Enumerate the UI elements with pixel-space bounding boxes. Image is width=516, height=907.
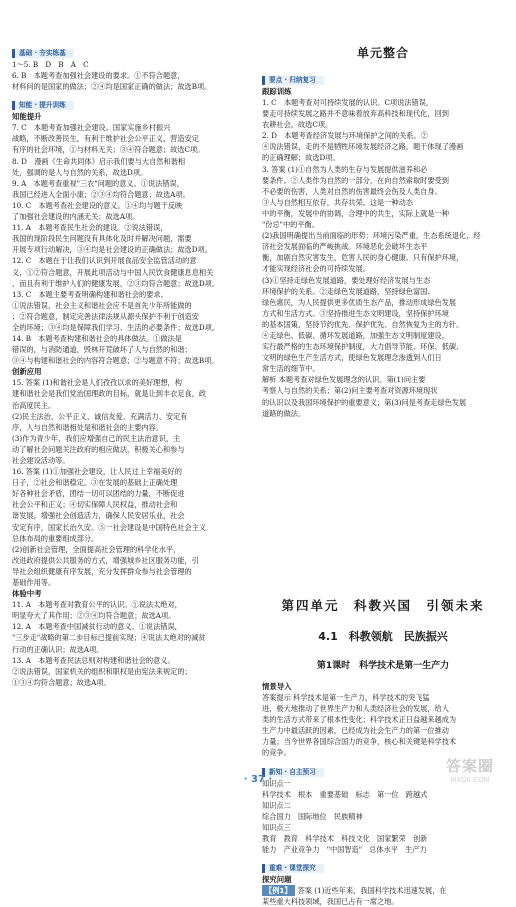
watermark-text: 答案圈 [445,757,494,775]
answer-line: 7. C 本题考查加强社会建设。国家实施乡村振兴 [12,123,171,133]
section-title: 4.1 科教领航 民族振兴 [318,630,448,643]
answer-line: "三步走"战略的第二步目标已提前实现；④说法太绝对的减贫 [12,633,206,643]
knowledge-label: 知识点一 [262,778,291,788]
answer-line: 14. B 本题考查构建和谐社会的具体做法。①做法是 [12,334,182,344]
subheading: 跟踪训练 [262,87,292,96]
example-line: 某些重大科技领域，我国已占有一席之地。 [262,897,399,907]
answer-line: 13. A 本题考查民法总则对构建和谐社会的意义。 [12,655,175,665]
answer-line: 改进政府提供公共服务的方式，增强城乡社区服务功能，引 [12,555,199,565]
intro-line: 类的生活方式带来了根本性变化；科学技术正日益越来越成为 [262,715,457,725]
answer-line: ④说法错误，走的不是牺牲环境发展经济之路，题干体现了漫画 [262,142,464,152]
knowledge-label: 知识点三 [262,822,291,832]
new-unit-section [262,596,504,907]
answer-line: 处，强调的是人与自然的关系，故选D项。 [12,167,148,177]
answer-line: 的认识以及我国环境保护的重要意义；第(3)问是考查走绿色发展 [262,397,467,407]
answer-line: 方式和生活方式。③坚持推进生态文明建设，坚持保护环境 [262,308,449,318]
answer-line: 总体布局的重要组成部分。 [12,533,99,543]
section-bar: 新知 · 自主预习 [262,768,324,777]
answer-line: 文明的绿色生产生活方式，使绿色发展理念渗透到人们日 [262,353,442,363]
answer-line: (2)创新社会管理，全面提高社会管理的科学化水平， [12,544,181,554]
answer-line: 社会公平和正义；④切实保障人民权益，推动社会和 [12,500,178,510]
answer-line: 开展专项行动解决，③④均是社会建设的正确做法；故选D项。 [12,245,212,255]
answer-line: 我国的现阶段民生问题没有具体化及时并解决问题，需要 [12,234,192,244]
answer-line: 12. C 本题在于让我们认识到开展食品安全监管活动的意 [12,256,197,266]
answer-line: 6. B 本题考查加强社会建设的要求。①不符合题意， [12,71,185,81]
answer-line: 基础作用等。 [12,578,56,588]
knowledge-terms: 能力 产业竞争力 "中国智造" 总体水平 生产力 [262,845,427,855]
answer-line: 12. A 本题考查中国减贫行动的意义。①说法错误， [12,622,182,632]
subheading: 情景导入 [262,682,292,691]
intro-line: 力量；当今世界各国综合国力的竞争，核心和关键是科学技术 [262,737,457,747]
answer-line: ①③④均符合题意；故选A项。 [12,677,111,687]
answer-line: ①说法错误，社会主义和谐社会应不是首先少年所能做的 [12,300,192,310]
unit-title: 第四单元 科教兴国 引领未来 [281,598,485,613]
answer-line: ，而且有利于维护人们的健康发展，②③均符合题意；故选D项。 [12,278,220,288]
answer-line: 中的平衡，发展中的协调，合理中的共生，实际上就是一种 [262,208,449,218]
left-column [12,40,254,688]
answer-line: ③人与自然相互依存，共存共荣。这是一种动态 [262,197,413,207]
answer-line: 才能实现经济社会的可持续发展。 [262,264,370,274]
answer-line: 解析 本题考查对绿色发展理念的认识。第(1)问主要 [262,375,426,385]
answer-line: ④走绿色、低碳、循环发展道路，加强生态文明制度建设， [262,330,449,340]
intro-line: 的竞争。 [262,748,291,758]
answer-line: 实行最严格的生态环境保护制度，大力倡导节能、环保、低碳、 [262,342,464,352]
answer-line: 明显夸大了其作用；②③④均符合题意；故选A项。 [12,611,176,621]
subheading: 知能提升 [12,112,42,122]
lesson-title: 第1课时 科学技术是第一生产力 [316,661,450,671]
section-bar: 重难 · 课堂探究 [262,864,324,873]
intro-line: 答案提示 科学技术是第一生产力，科学技术的突飞猛 [262,693,430,702]
example-tag: 【例1】 [262,885,295,896]
answer-line: 战略，不断改善民生，有利于维护社会公平正义，营造安定 [12,134,199,144]
answer-line: 要走可持续发展之路并不意味着放弃高科技和现代化，回到 [262,109,449,119]
knowledge-terms: 科学技术 根本 重要基础 标志 第一位 跨越式 [262,789,428,799]
answer-line: 的基本国策，坚持节约优先、保护优先、自然恢复为主的方针。 [262,319,464,329]
answer-line: ；②符合题意，制定完善法律法规从源头保护不利于创造安 [12,311,199,321]
answer-line: 13. C 本题主要考查明确构建和谐社会的要求。 [12,289,168,299]
answer-line: 的正确理解；故选D项。 [262,153,340,163]
watermark-url: MXQE.COM [450,776,490,784]
section-bar: 要点 · 归纳复习 [262,76,324,85]
answer-line: 谐发展，增强社会创造活力，确保人民安居乐业，社会 [12,511,185,521]
answer-line: 8. D 漫画《生命共同体》启示我们要与大自然和谐相 [12,156,186,166]
answer-line: 材料问的是国家的做法；②④均是国家正确的做法；故选B项。 [12,82,212,92]
answer-line: 义，①②符合题意，开展此项活动与中国人民饮食健康息息相关 [12,267,214,277]
answer-line: 不必要的伤害，人类对自然的伤害最终会伤及人类自身。 [262,186,442,196]
subheading: 探究问题 [262,875,292,885]
answer-line: 行动的正确认识；故选A项。 [12,644,104,654]
answer-line: 我国已经进入全面小康；②③④均符合题意；故选A项。 [12,189,190,199]
answer-line: 3. 答案 (1)①自然为人类的生存与发展提供滋养和必 [262,164,428,174]
answer-line: 11. A 本题考查对教育公平的认识。①说法太绝对， [12,600,182,610]
answer-line: (3)①坚持走绿色发展道路，要处理好经济发展与生态 [262,275,431,285]
answer-line: 导社会组织健康有序发展，充分发挥群众参与社会管理的 [12,566,192,576]
answer-line: 10. C 本题考查社会建设的意义。①④均与题干反映 [12,200,183,210]
subheading: 体验中考 [12,589,42,599]
section-bar-row [12,92,254,111]
answer-line: 了加强社会建设的内涵无关；故选A项。 [12,212,140,222]
answer-line: 动了解社会问题关注政府的相应做法，积极关心和参与 [12,444,185,454]
section-bar-row [12,40,254,59]
answer-line: 常生活的细节中。 [262,364,320,374]
answer-line: 济社会发展面临的严峻挑战。环境恶化会破坏生态平 [262,242,428,252]
knowledge-label: 知识点二 [262,800,291,810]
answer-line: 好各种社会矛盾，团结一切可以团结的力量，不断促进 [12,489,185,499]
answer-line: 1～5. B D B A C [12,60,89,69]
intro-line: 进，极大地推动了世界生产力和人类经济社会的发展，给人 [262,704,449,714]
answer-line: 2. D 本题考查经济发展与环境保护之间的关系。② [262,131,428,141]
answer-lines [262,97,504,419]
answer-line: 建和谐社会是我们党治国理政的目标，就是让到丰衣足食，政 [12,389,207,399]
knowledge-terms: 综合国力 国际地位 民族精神 [262,811,363,821]
answer-line: 社会建设活动等。 [12,456,70,465]
answer-line: 1. C 本题考查对可持续发展的认识。C项说法错误， [262,98,434,107]
answer-line: ③④与构建和谐社会的内容符合题意；②与题意不符；故选B项。 [12,356,219,366]
answer-line: 有序的社会环境，①与材料无关；③④符合题意；故选C项。 [12,145,205,155]
page-number: · 37 · [243,774,273,785]
answer-line: 农耕社会。故选C项。 [262,120,333,130]
example-block [262,885,504,896]
watermark-logo [430,755,510,795]
answer-line: 安定有序，国家长治久安。⑤一社会建设是中国特色社会主义 [12,522,207,532]
knowledge-terms: 教育 教育 科学技术 科技文化 国家繁荣 创新 [262,834,428,844]
answer-line: "份忌"中的平衡。 [262,220,319,230]
unit-summary-heading: 单元整合 [356,46,409,60]
subheading: 创新应用 [12,367,42,377]
answer-line: 15. 答案 (1)和谐社会是人们孜孜以求的美好理想，构 [12,378,182,388]
section-bar: 知能 · 提升训练 [12,101,74,110]
answer-line: 9. A 本题考查重视"三农"问题的意义。①说法错误， [12,178,184,188]
answer-line: 16. 答案 (1)①加强社会建设，让人民过上幸福美好的 [12,467,182,477]
answer-line: 环境保护的关系。②走绿色发展道路，坚持绿色富国、 [262,286,435,296]
answer-line: 道路的做法。 [262,408,306,418]
answer-line: (3)作为青少年，我们应增强自己的民主法治意识，主 [12,433,181,443]
answer-line: 治高度民主。 [12,400,56,410]
answer-line: 序，人与自然和谐相处是和谐社会的主要内容。 [12,422,163,432]
answer-line: (2)民主法治、公平正义、诚信友爱、充满活力、安定有 [12,411,188,421]
example-line: 答案 (1)近些年来，我国科学技术迅速发展，在 [297,886,447,896]
answer-line: 日子，②社会和谐稳定。③在发展的基础上正确处理 [12,478,178,488]
intro-line: 生产力中最活跃的因素，已经成为社会生产力的第一位推动 [262,726,449,736]
answer-line: 衡，加剧自然灾害发生，危害人民的身心健康。只有保护环境， [262,253,464,263]
answer-line: (2)我国明确提出当前面临的形势：环境污染严重，生态系统退化，经 [262,231,481,241]
answer-line: 错误的，与消防通道，毁林开荒破坏了人与自然的和谐； [12,345,192,355]
right-column-top [262,40,504,419]
answer-line: 考察人与自然的关系；第(2)问主要考查对资源环境现状 [262,386,438,396]
answer-line: 绿色惠民，为人民提供更多优质生态产品，推动形成绿色发展 [262,297,457,307]
answer-line: ②说法错误，国家机关的组织和职权是由宪法来规定的； [12,666,192,676]
answer-line: 全的环境；③④均是保障我们学习、生活的必要条件；故选D项。 [12,322,220,332]
section-bar: 基础 · 夯实练基 [12,49,74,58]
answer-line: 11. A 本题考查民生社会的建设。②说法错误， [12,223,168,233]
intro-answer-lines [262,692,504,759]
answer-line: 要条件。②人类作为自然的一部分，在向自然索取时要受到 [262,175,449,185]
